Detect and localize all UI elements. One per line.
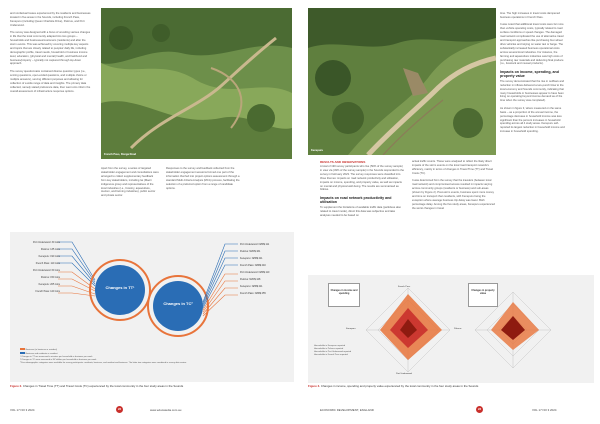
figure-2-legend <box>20 348 290 365</box>
paragraph: The survey was designed with a focus of unveiling various changes in life that the local community adapted into two groups – households and businesses/customers (residents) and after the storm events. This was achieved by covering multiple key aspects and topics that are closely related to peoples' daily life, including demographic profile, travel needs, household or business income level, education, (physical and mental) health, and livelihood and business/property – typically not captured through top-down approach. <box>10 31 91 66</box>
tt-label: Port Underwood: 30 mins <box>33 241 60 244</box>
tc-label: Port Underwood: NZD$ 110 <box>240 271 270 274</box>
section-heading: Impacts on income, spending, and property value <box>500 69 559 79</box>
figure-note: ² Changes in TC were measured in NZ dollars per household or business per week. <box>20 359 97 362</box>
figure-3 <box>308 275 594 383</box>
tt-label: French Pass: 110 mins <box>35 262 60 265</box>
figure-3-caption <box>308 385 594 389</box>
radar-charts <box>308 275 594 375</box>
footer-volume: VOL 17 NO 3 2024 <box>532 408 557 412</box>
page-number: 23 <box>477 407 482 411</box>
tt-label: Pelorus: 150 mins <box>40 276 60 279</box>
tt-label: Port Underwood: 60 mins <box>33 269 60 272</box>
label-income: Changes in income and spending <box>330 289 358 295</box>
tc-labels <box>240 241 294 297</box>
tt-label: Kenepuru: 205 mins <box>38 283 60 286</box>
figure-2-caption <box>10 385 294 389</box>
label-property: Changes in property value <box>471 289 495 295</box>
figure-note: Households in Port Underwood reported <box>314 350 352 353</box>
footer-url[interactable]: www.educatedia.com.au <box>150 408 182 412</box>
legend-label: Business (or business or resident) <box>25 348 57 351</box>
tt-label: Kenepuru: 190 mins <box>38 255 60 258</box>
footer-volume: VOL 17 NO 3 2024 <box>10 408 35 412</box>
legend-swatch-residents <box>20 352 25 354</box>
tc-label: Pelorus: NZD$ 128 <box>240 278 261 281</box>
photo-french-pass <box>101 8 292 159</box>
tc-circle-label: Changes in TC² <box>163 301 193 306</box>
paragraph: and nonfactual losses experienced by the residents and businesses located in five areas in the Sounds, including French Pass, Kenepuru (including Queen Charlotte Drive), Pelorus, and Port Underwood. <box>10 12 91 27</box>
photo-caption: Kenepuru <box>311 149 324 152</box>
left-column-2 <box>101 167 159 202</box>
figure-note: Households in Pelorus reported <box>314 347 344 350</box>
landscape-illustration <box>308 8 496 155</box>
label-property-box <box>468 283 498 307</box>
caption-text: Changes in Travel Time (TT) and Travel Costs (TC) experienced by the local community in the four study areas in the Sounds <box>22 384 184 388</box>
paragraph: time. The high increases in travel costs dampened business operations in French Pass. <box>500 12 560 19</box>
tt-circle-label: Changes in TT¹ <box>105 285 135 290</box>
axis-label: Pelorus <box>454 328 462 330</box>
section-heading: RESULTS AND OBSERVATIONS <box>320 160 366 164</box>
paragraph: The survey questionnaire contained diverse question types (i.e., scoring questions, open-ended questions, and multiple choice or multiple answers), serving different purposes and allowing for collection of a wide range of data and insights. The primary data collected, namely stated preference data, then went onto inform the overall assessment of infrastructure response options. <box>10 69 91 93</box>
right-column-1 <box>320 160 404 221</box>
figure-label: Figure 3. <box>308 384 321 388</box>
page-number: 22 <box>117 407 122 411</box>
tt-label: Pelorus: 135 mins <box>40 248 60 251</box>
tc-label: French Pass: NZD$ 255 <box>240 292 266 295</box>
left-column-3 <box>166 167 240 194</box>
figure-2 <box>10 232 294 382</box>
tc-label: Port Underwood: NZD$ 111 <box>240 243 270 246</box>
paragraph: Apart from the survey, a series of targeted stakeholder engagement and consultations were arranged to collect supplementary feedback from key stakeholders, including iwi (Maori indigenous group and representatives of the local industries (i.e., forestry, aquaculture, tourism, and farming industries), public sector and private sector. <box>101 167 159 198</box>
section-subheading: Impacts on road network productivity and utilisation <box>320 195 392 205</box>
paragraph: It was determined from the survey that the travelers (between local road network) and compromised access resulted in impacts varying across community groups (residents or business) and sub-areas (shown by Figure 2). Post-storm events, business spent more money and time on transport than residents, with Kenepuru being the exception where average business trip delay was lower. Both percentage delay. Among the five study areas, Kenepuru experienced the worst changes in travel <box>412 179 495 210</box>
tc-label: Pelorus: NZD$ 161 <box>240 250 261 253</box>
axis-label: Kenepuru <box>346 328 356 330</box>
axis-label: Port Underwood <box>396 373 412 375</box>
right-column-2 <box>412 160 496 214</box>
tt-label: French Pass: 120 mins <box>35 290 60 293</box>
left-column-1 <box>10 12 92 97</box>
paragraph: A total of 190 survey participants who live (50% of the survey sample) in view via (49% of the survey sample) in the Sounds responded to the survey in February 2023. The survey responses were classified into three themes: impacts on road network productivity and utilisation, impacts on income, spending, and property value, as well as impacts on mental and physical well-being. The results are summarised as follows. <box>320 165 404 192</box>
tt-labels <box>14 239 60 295</box>
figure-label: Figure 2. <box>10 384 23 388</box>
tc-label: French Pass: NZD$ 240 <box>240 264 266 267</box>
caption-text: Changes in income, spending and property value experienced by the local community in the four study areas in the Sounds <box>320 384 479 388</box>
paragraph: The survey demonstrated that the rise in outflows and reduction in inflows delivered a two-punch blow to the local economy and Sounds community, indicating that many households or businesses appear to have been living on operating beyond income demand as of the time when the survey was completed). <box>500 79 564 103</box>
legend-label: Business and residents or resident <box>25 352 58 355</box>
right-column-3-top <box>500 12 566 138</box>
right-page <box>300 0 600 424</box>
paragraph: It was noted that additional travel costs were far more than vehicle operating costs, typically related to road surface conditions or speed changes. The damaged road network complicated the use of alternative travel and transport approaches like purchasing four-wheel drive vehicles and relying on water taxi or barge. The substantially increased business operational costs across several local industries. For instance, the farming and aquaculture industries saw high costs of purchasing raw materials and delivering final produce (i.e., livestock and mussel products). <box>500 23 564 66</box>
landscape-illustration <box>101 8 292 159</box>
paragraph: Responses to the survey and feedback collected from the stakeholder engagement sessions formed one part of the information that fed into project options assessment through a standard Multi-Criteria Analysis (MCA) process, facilitating the selection of a preferred option from a range of candidate options. <box>166 167 240 190</box>
figure-note: Households in Kenepuru reported <box>314 345 346 347</box>
figure-note: ¹ Changes in TT are measured in minutes per household or business per week. <box>20 356 93 359</box>
legend-swatch-business <box>20 348 25 350</box>
tc-label: Kenepuru: NZD$ 211 <box>240 285 263 288</box>
figure-note: Households in French Pass reported <box>314 353 348 356</box>
photo-kenepuru <box>308 8 496 155</box>
legend-item-residents <box>20 352 290 356</box>
figure-note: ³ Four demographic categories were available for survey participants: residents, business, and resident and business. The latter two categories were combined in survey data review. <box>20 362 187 365</box>
footer-publication: ECONOMIC DEVELOPMENT, ENGLAND <box>320 408 374 412</box>
paragraph: actual traffic counts. These were analysed to reflect the likely direct impacts of the storm events on the local road transport network's efficiency, mainly in terms of changes in Travel Time (TT) and Travel Costs (TC). <box>412 160 493 175</box>
tc-label: Kenepuru: NZD$ 211 <box>240 257 263 260</box>
figure-3-notes <box>314 345 358 357</box>
paragraph: To supplement the limitations of available traffic data (particless also related to travel mode), direct this data was subjective and take analyses needed to be based on <box>320 205 401 217</box>
photo-caption: French Pass, Ronga Road <box>104 153 137 156</box>
paragraph: As shown in figure 3, where measured on the same basis – as a proportion of the annual income, the percentage decrease in household income was less significant than the percent increases in household spending across all 4 study areas. Kenepuru self-reported its largest reduction in household income and increase in household spending. <box>500 106 565 134</box>
axis-label: French Pass <box>398 286 411 288</box>
